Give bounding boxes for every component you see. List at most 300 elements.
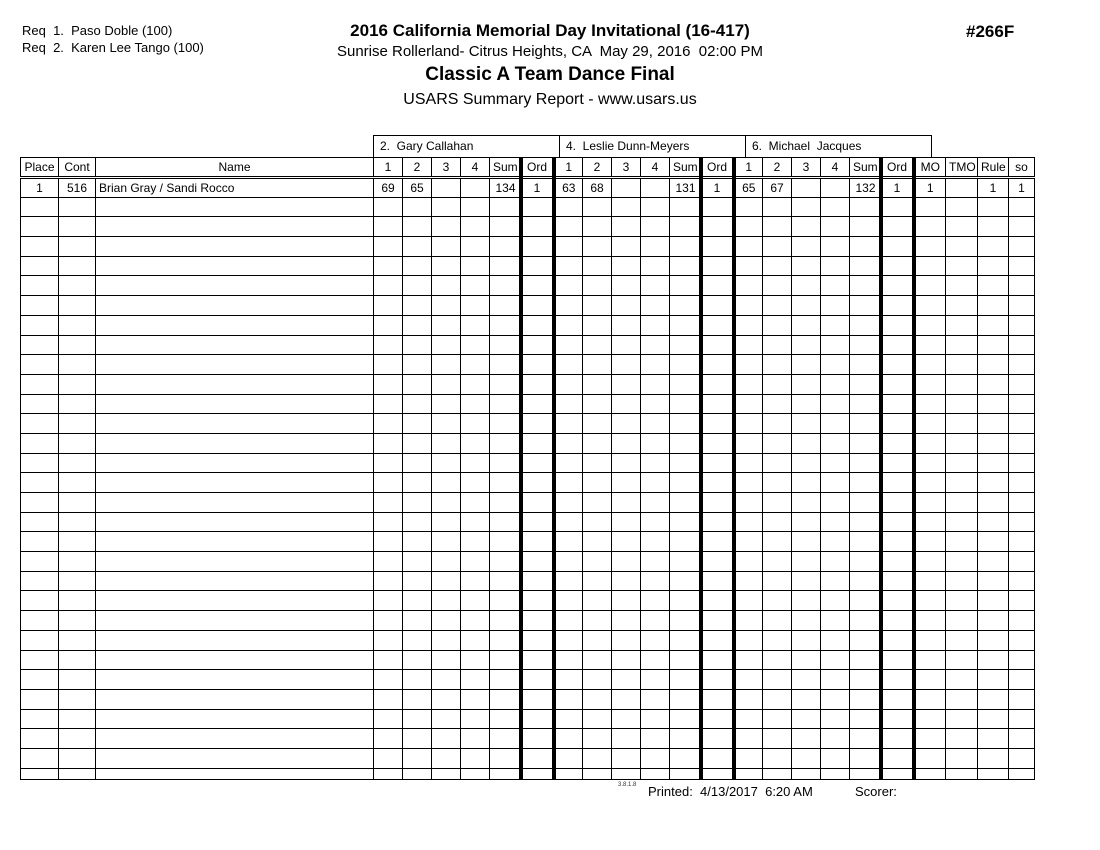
empty-cell — [1009, 689, 1035, 709]
empty-cell — [914, 689, 946, 709]
empty-cell — [612, 650, 641, 670]
empty-cell — [881, 394, 914, 414]
empty-cell — [978, 768, 1009, 779]
empty-cell — [763, 689, 792, 709]
empty-cell — [670, 394, 701, 414]
empty-cell — [821, 748, 850, 768]
header-row — [21, 158, 1035, 178]
empty-cell — [96, 453, 374, 473]
empty-cell — [612, 709, 641, 729]
empty-cell — [59, 670, 96, 690]
empty-cell — [946, 611, 978, 631]
empty-cell — [734, 453, 763, 473]
empty-cell — [21, 237, 59, 257]
empty-cell — [21, 512, 59, 532]
empty-cell — [554, 414, 583, 434]
empty-cell — [792, 335, 821, 355]
empty-cell — [403, 355, 432, 375]
empty-cell — [792, 217, 821, 237]
empty-cell — [490, 571, 521, 591]
empty-cell — [583, 217, 612, 237]
empty-cell — [583, 473, 612, 493]
empty-cell — [374, 591, 403, 611]
empty-cell — [734, 729, 763, 749]
empty-cell — [914, 256, 946, 276]
required-dance-2: Req 2. Karen Lee Tango (100) — [22, 40, 204, 55]
empty-cell — [641, 591, 670, 611]
empty-cell — [850, 296, 881, 316]
empty-cell — [701, 768, 734, 779]
col-mo: MO — [914, 158, 946, 178]
empty-cell — [792, 493, 821, 513]
empty-cell — [763, 571, 792, 591]
empty-cell — [612, 768, 641, 779]
empty-cell — [946, 493, 978, 513]
empty-cell — [21, 433, 59, 453]
empty-cell — [670, 237, 701, 257]
venue-date-line: Sunrise Rollerland- Citrus Heights, CA May 29, 2016 02:00 PM — [336, 43, 764, 60]
empty-cell — [554, 532, 583, 552]
col-judge3-ord: Ord — [881, 158, 914, 178]
empty-cell — [21, 276, 59, 296]
empty-cell — [96, 374, 374, 394]
cell: Brian Gray / Sandi Rocco — [96, 178, 374, 198]
empty-cell — [583, 276, 612, 296]
empty-cell — [461, 197, 490, 217]
empty-cell — [701, 473, 734, 493]
empty-cell — [612, 611, 641, 631]
empty-cell — [734, 237, 763, 257]
empty-cell — [521, 630, 554, 650]
empty-cell — [96, 493, 374, 513]
empty-cell — [1009, 433, 1035, 453]
empty-cell — [96, 729, 374, 749]
empty-cell — [850, 768, 881, 779]
empty-cell — [641, 512, 670, 532]
empty-cell — [821, 532, 850, 552]
cell: 67 — [763, 178, 792, 198]
empty-cell — [978, 394, 1009, 414]
empty-cell — [554, 768, 583, 779]
empty-cell — [374, 433, 403, 453]
empty-cell — [670, 729, 701, 749]
judge-header-1: 2. Gary Callahan — [373, 135, 560, 158]
empty-cell — [583, 296, 612, 316]
empty-cell — [914, 552, 946, 572]
col-rule: Rule — [978, 158, 1009, 178]
software-version: 3.8.1.8 — [618, 782, 637, 788]
empty-cell — [96, 748, 374, 768]
empty-cell — [641, 453, 670, 473]
empty-cell — [403, 670, 432, 690]
empty-cell — [734, 709, 763, 729]
empty-cell — [701, 512, 734, 532]
empty-cell — [461, 237, 490, 257]
empty-cell — [583, 689, 612, 709]
empty-cell — [701, 611, 734, 631]
empty-cell — [946, 197, 978, 217]
empty-cell — [403, 630, 432, 650]
empty-cell — [792, 748, 821, 768]
empty-cell — [946, 532, 978, 552]
empty-cell — [701, 433, 734, 453]
empty-cell — [792, 178, 821, 198]
empty-cell — [821, 355, 850, 375]
empty-cell — [521, 611, 554, 631]
empty-cell — [670, 296, 701, 316]
col-judge2-1: 1 — [554, 158, 583, 178]
empty-cell — [96, 355, 374, 375]
empty-cell — [734, 670, 763, 690]
empty-cell — [850, 276, 881, 296]
empty-cell — [734, 532, 763, 552]
empty-cell — [554, 335, 583, 355]
empty-cell — [1009, 197, 1035, 217]
empty-cell — [21, 670, 59, 690]
empty-cell — [978, 335, 1009, 355]
empty-cell — [583, 335, 612, 355]
empty-cell — [821, 493, 850, 513]
empty-cell — [583, 729, 612, 749]
empty-cell — [432, 670, 461, 690]
empty-cell — [1009, 611, 1035, 631]
empty-cell — [946, 374, 978, 394]
empty-cell — [850, 670, 881, 690]
empty-cell — [763, 768, 792, 779]
empty-cell — [21, 532, 59, 552]
empty-cell — [612, 217, 641, 237]
empty-cell — [96, 591, 374, 611]
empty-cell — [461, 729, 490, 749]
cell: 134 — [490, 178, 521, 198]
empty-cell — [583, 355, 612, 375]
empty-cell — [21, 335, 59, 355]
empty-cell — [59, 394, 96, 414]
empty-cell — [432, 453, 461, 473]
empty-cell — [461, 689, 490, 709]
empty-cell — [763, 394, 792, 414]
empty-cell — [59, 433, 96, 453]
col-judge3-1: 1 — [734, 158, 763, 178]
empty-cell — [881, 512, 914, 532]
empty-cell — [96, 611, 374, 631]
empty-cell — [612, 670, 641, 690]
empty-cell — [914, 473, 946, 493]
col-judge1-sum: Sum — [490, 158, 521, 178]
empty-cell — [734, 591, 763, 611]
empty-cell — [850, 591, 881, 611]
empty-cell — [374, 453, 403, 473]
col-judge3-2: 2 — [763, 158, 792, 178]
empty-cell — [701, 217, 734, 237]
empty-cell — [881, 374, 914, 394]
empty-cell — [583, 197, 612, 217]
empty-cell — [821, 729, 850, 749]
empty-cell — [641, 237, 670, 257]
empty-cell — [612, 296, 641, 316]
empty-cell — [641, 315, 670, 335]
empty-cell — [490, 650, 521, 670]
empty-cell — [403, 394, 432, 414]
empty-cell — [701, 532, 734, 552]
empty-cell — [946, 709, 978, 729]
empty-cell — [432, 433, 461, 453]
empty-cell — [978, 296, 1009, 316]
empty-cell — [850, 611, 881, 631]
empty-row — [21, 591, 1035, 611]
empty-cell — [583, 650, 612, 670]
empty-cell — [403, 473, 432, 493]
col-judge1-4: 4 — [461, 158, 490, 178]
empty-cell — [461, 394, 490, 414]
empty-cell — [21, 748, 59, 768]
empty-cell — [881, 670, 914, 690]
empty-cell — [554, 374, 583, 394]
empty-cell — [432, 591, 461, 611]
empty-cell — [670, 670, 701, 690]
col-judge1-ord: Ord — [521, 158, 554, 178]
empty-cell — [612, 729, 641, 749]
empty-cell — [701, 630, 734, 650]
empty-cell — [612, 335, 641, 355]
empty-cell — [59, 532, 96, 552]
empty-cell — [763, 453, 792, 473]
empty-cell — [763, 296, 792, 316]
empty-cell — [21, 453, 59, 473]
empty-cell — [914, 512, 946, 532]
empty-cell — [914, 433, 946, 453]
empty-cell — [978, 512, 1009, 532]
empty-cell — [914, 335, 946, 355]
empty-cell — [1009, 709, 1035, 729]
empty-cell — [914, 630, 946, 650]
empty-cell — [881, 296, 914, 316]
empty-cell — [59, 689, 96, 709]
empty-cell — [521, 315, 554, 335]
empty-cell — [881, 315, 914, 335]
judge-header-3: 6. Michael Jacques — [745, 135, 932, 158]
empty-cell — [792, 276, 821, 296]
empty-cell — [763, 748, 792, 768]
empty-cell — [734, 355, 763, 375]
empty-cell — [461, 630, 490, 650]
empty-cell — [763, 709, 792, 729]
empty-cell — [583, 630, 612, 650]
empty-cell — [792, 709, 821, 729]
empty-cell — [96, 768, 374, 779]
empty-cell — [432, 630, 461, 650]
empty-cell — [612, 512, 641, 532]
cell: 516 — [59, 178, 96, 198]
empty-cell — [1009, 315, 1035, 335]
empty-cell — [978, 217, 1009, 237]
empty-cell — [96, 433, 374, 453]
empty-cell — [521, 197, 554, 217]
empty-cell — [403, 768, 432, 779]
empty-cell — [59, 315, 96, 335]
empty-cell — [914, 237, 946, 257]
empty-cell — [850, 414, 881, 434]
empty-cell — [59, 512, 96, 532]
empty-cell — [701, 414, 734, 434]
empty-cell — [1009, 296, 1035, 316]
empty-cell — [701, 453, 734, 473]
empty-cell — [96, 296, 374, 316]
empty-cell — [583, 433, 612, 453]
empty-cell — [641, 217, 670, 237]
empty-cell — [521, 473, 554, 493]
empty-cell — [96, 670, 374, 690]
empty-cell — [978, 532, 1009, 552]
empty-cell — [374, 630, 403, 650]
empty-cell — [583, 611, 612, 631]
empty-cell — [946, 748, 978, 768]
empty-cell — [978, 670, 1009, 690]
empty-cell — [490, 433, 521, 453]
empty-cell — [914, 414, 946, 434]
empty-cell — [881, 237, 914, 257]
empty-cell — [59, 473, 96, 493]
required-dance-1: Req 1. Paso Doble (100) — [22, 23, 173, 38]
empty-cell — [978, 315, 1009, 335]
empty-cell — [946, 296, 978, 316]
empty-cell — [914, 453, 946, 473]
empty-cell — [554, 689, 583, 709]
empty-cell — [850, 493, 881, 513]
empty-cell — [792, 512, 821, 532]
empty-cell — [374, 748, 403, 768]
empty-cell — [96, 512, 374, 532]
empty-cell — [59, 768, 96, 779]
empty-cell — [554, 315, 583, 335]
empty-cell — [792, 552, 821, 572]
col-judge2-2: 2 — [583, 158, 612, 178]
empty-cell — [612, 552, 641, 572]
empty-cell — [734, 630, 763, 650]
empty-cell — [583, 748, 612, 768]
empty-cell — [1009, 650, 1035, 670]
empty-cell — [59, 256, 96, 276]
empty-cell — [763, 591, 792, 611]
col-judge2-4: 4 — [641, 158, 670, 178]
empty-cell — [59, 276, 96, 296]
empty-cell — [821, 611, 850, 631]
empty-cell — [1009, 237, 1035, 257]
empty-cell — [641, 473, 670, 493]
empty-cell — [432, 276, 461, 296]
empty-cell — [521, 433, 554, 453]
empty-cell — [521, 768, 554, 779]
empty-cell — [946, 178, 978, 198]
empty-cell — [403, 611, 432, 631]
empty-cell — [641, 276, 670, 296]
empty-cell — [850, 217, 881, 237]
empty-cell — [461, 552, 490, 572]
col-judge3-4: 4 — [821, 158, 850, 178]
empty-cell — [96, 630, 374, 650]
empty-row — [21, 394, 1035, 414]
empty-cell — [432, 493, 461, 513]
col-judge1-1: 1 — [374, 158, 403, 178]
empty-cell — [914, 650, 946, 670]
empty-cell — [792, 571, 821, 591]
empty-cell — [670, 512, 701, 532]
empty-cell — [734, 571, 763, 591]
empty-cell — [432, 394, 461, 414]
empty-cell — [59, 217, 96, 237]
empty-cell — [821, 591, 850, 611]
empty-cell — [978, 729, 1009, 749]
empty-cell — [792, 256, 821, 276]
empty-cell — [734, 217, 763, 237]
results-table — [20, 157, 1035, 780]
empty-cell — [490, 552, 521, 572]
empty-cell — [403, 296, 432, 316]
empty-cell — [403, 532, 432, 552]
empty-cell — [374, 512, 403, 532]
empty-cell — [432, 611, 461, 631]
empty-cell — [978, 748, 1009, 768]
empty-cell — [641, 355, 670, 375]
empty-cell — [763, 729, 792, 749]
empty-row — [21, 355, 1035, 375]
empty-cell — [461, 473, 490, 493]
empty-cell — [374, 315, 403, 335]
empty-cell — [21, 709, 59, 729]
empty-cell — [432, 768, 461, 779]
empty-cell — [946, 394, 978, 414]
empty-cell — [490, 473, 521, 493]
empty-row — [21, 532, 1035, 552]
empty-cell — [978, 433, 1009, 453]
empty-cell — [403, 276, 432, 296]
empty-cell — [374, 414, 403, 434]
empty-cell — [461, 748, 490, 768]
empty-cell — [670, 650, 701, 670]
empty-cell — [763, 276, 792, 296]
empty-cell — [21, 493, 59, 513]
empty-cell — [734, 611, 763, 631]
empty-cell — [914, 217, 946, 237]
col-judge2-3: 3 — [612, 158, 641, 178]
empty-cell — [461, 571, 490, 591]
empty-cell — [641, 571, 670, 591]
empty-cell — [59, 729, 96, 749]
empty-cell — [850, 630, 881, 650]
empty-cell — [403, 197, 432, 217]
empty-cell — [59, 552, 96, 572]
empty-cell — [59, 611, 96, 631]
cell: 68 — [583, 178, 612, 198]
empty-cell — [96, 650, 374, 670]
empty-cell — [432, 197, 461, 217]
cell: 65 — [734, 178, 763, 198]
empty-cell — [461, 493, 490, 513]
empty-cell — [850, 394, 881, 414]
empty-cell — [374, 276, 403, 296]
empty-cell — [946, 433, 978, 453]
result-row — [21, 178, 1035, 198]
empty-row — [21, 374, 1035, 394]
empty-cell — [850, 552, 881, 572]
empty-row — [21, 315, 1035, 335]
empty-cell — [374, 552, 403, 572]
empty-row — [21, 670, 1035, 690]
judge-panel-row — [373, 135, 932, 158]
empty-cell — [403, 512, 432, 532]
empty-cell — [1009, 493, 1035, 513]
empty-cell — [432, 532, 461, 552]
